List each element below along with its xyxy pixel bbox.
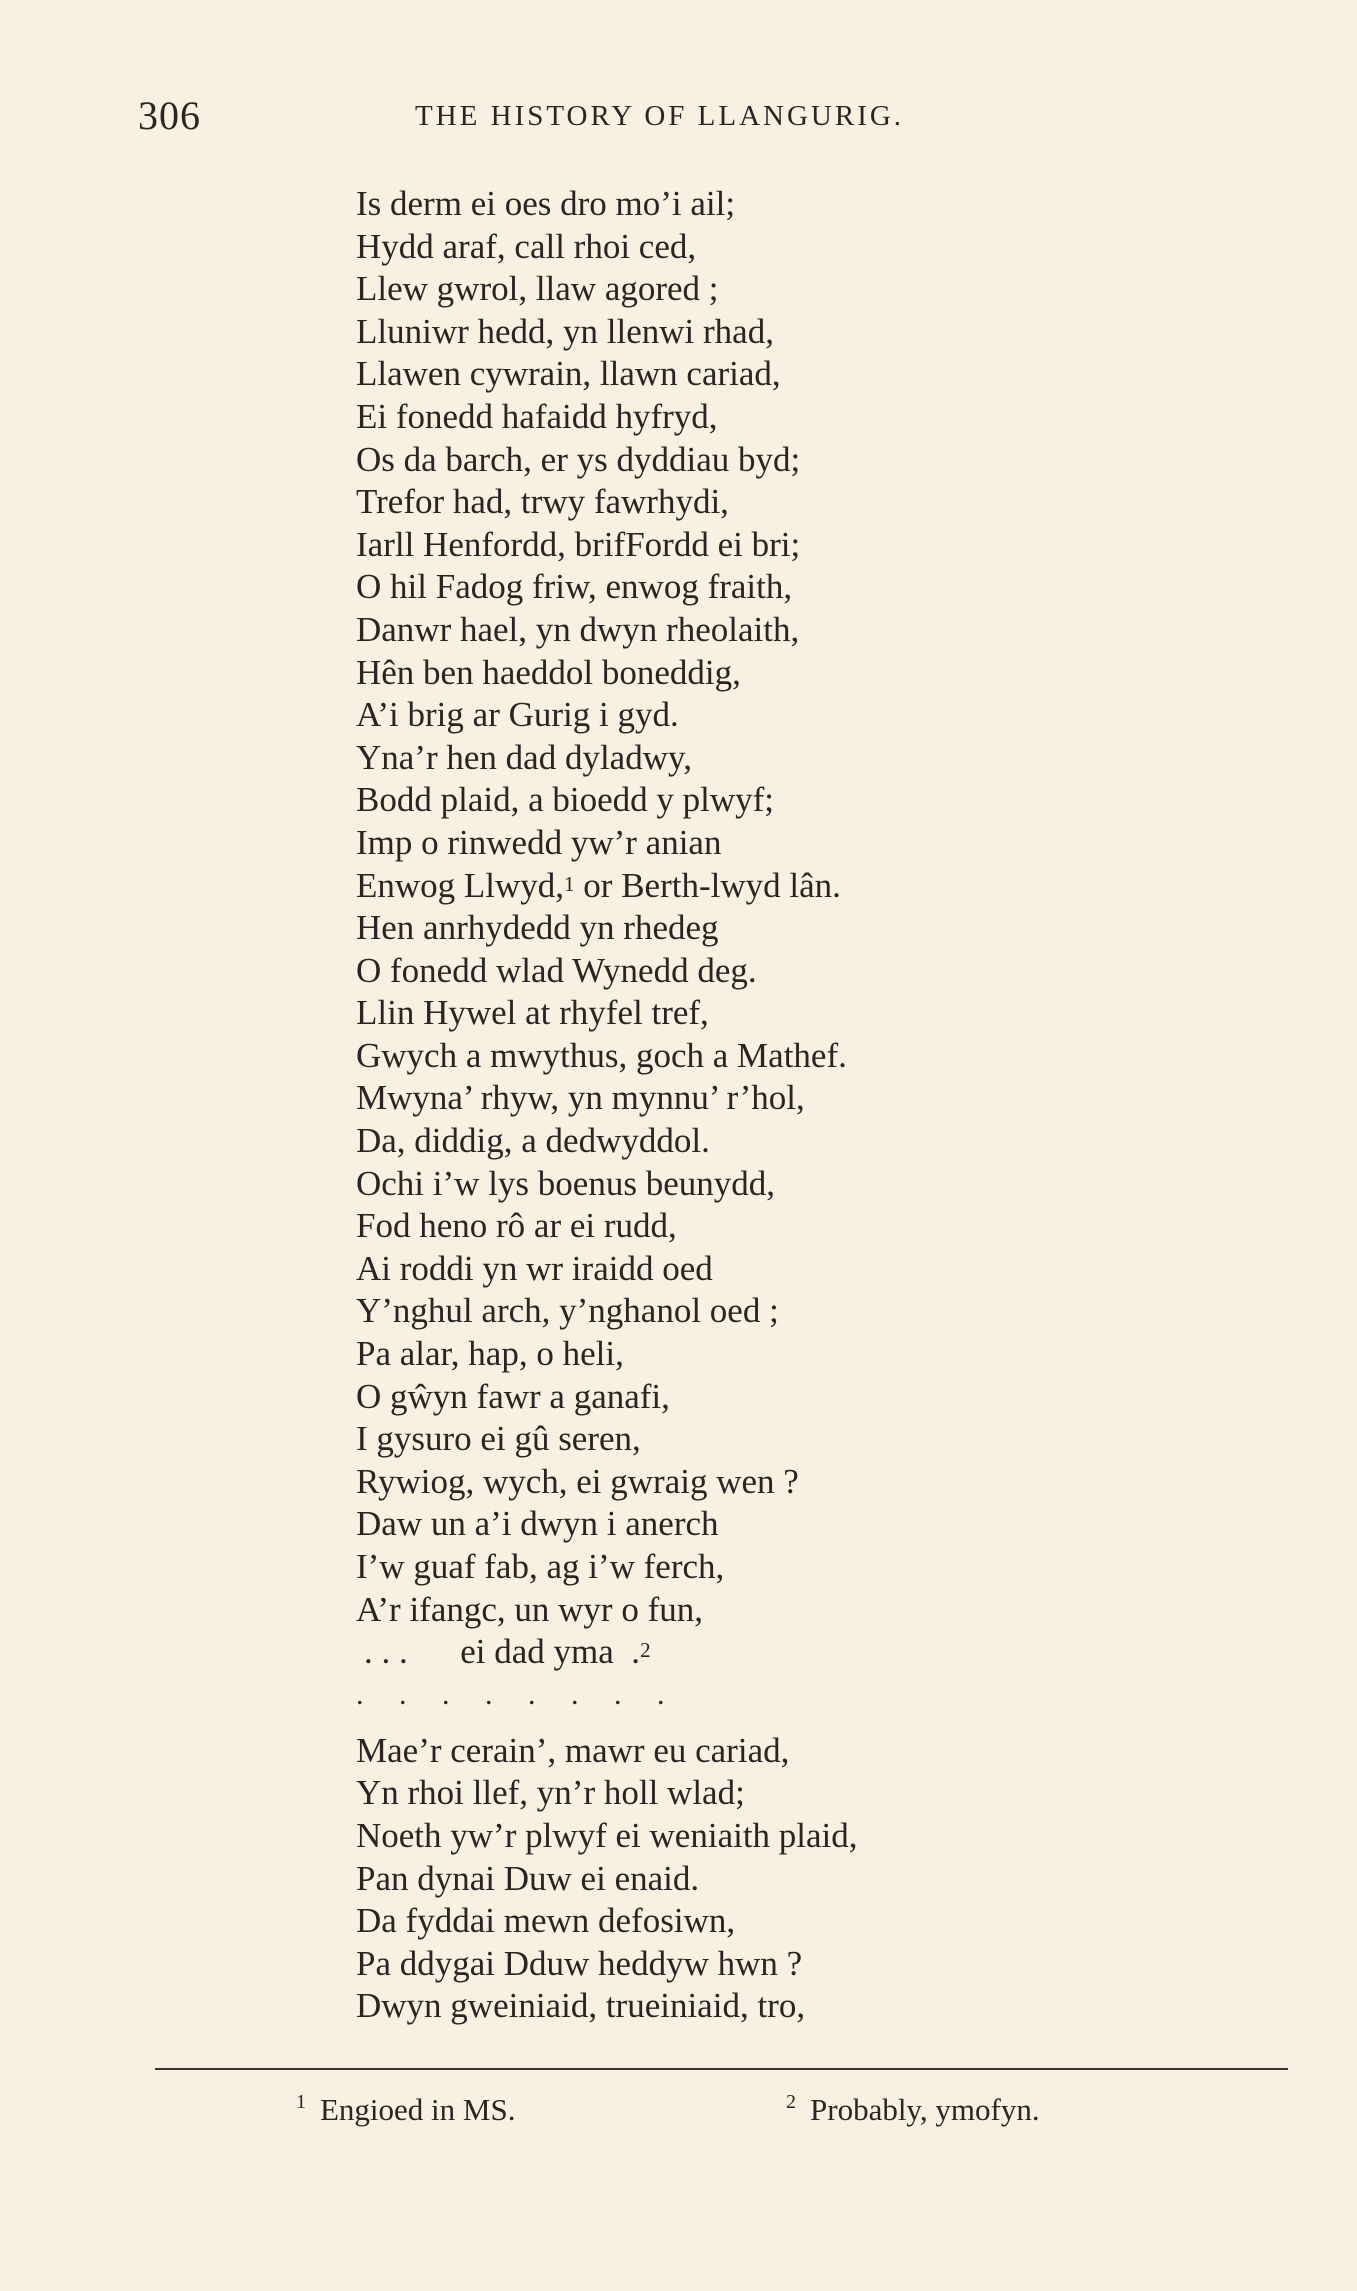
poem-line: O hil Fadog friw, enwog fraith, [356, 567, 793, 607]
poem-line: Iarll Henfordd, brifFordd ei bri; [356, 524, 801, 564]
stanza-gap [356, 1716, 1116, 1730]
page-number: 306 [138, 93, 201, 138]
poem-line: Imp o rinwedd yw’r anian [356, 822, 722, 862]
poem-line: Daw un a’i dwyn i anerch [356, 1504, 719, 1544]
poem-line: O fonedd wlad Wynedd deg. [356, 950, 757, 990]
poem-line: Ochi i’w lys boenus beunydd, [356, 1163, 775, 1203]
poem-line: A’i brig ar Gurig i gyd. [356, 695, 679, 735]
poem-line: Ei fonedd hafaidd hyfryd, [356, 396, 718, 436]
poem-line: Da, diddig, a dedwyddol. [356, 1121, 710, 1161]
poem-line: Trefor had, trwy fawrhydi, [356, 482, 729, 522]
poem-line: Hen anrhydedd yn rhedeg [356, 908, 719, 948]
footnotes [0, 2092, 1357, 2142]
poem-line: Bodd plaid, a bioedd y plwyf; [356, 780, 775, 820]
poem-line: Hydd araf, call rhoi ced, [356, 226, 697, 266]
poem-line: Gwych a mwythus, goch a Mathef. [356, 1035, 847, 1075]
omission-dots: . . . . . . . . [356, 1677, 679, 1711]
poem-stanza [356, 1730, 1116, 2028]
footnote-1: $^1$ Engioed in MS. [296, 2091, 516, 2127]
poem-line-omission: . . . ei dad yma .$^2$ [364, 1632, 651, 1672]
poem-line: Fod heno rô ar ei rudd, [356, 1206, 677, 1246]
poem-line: O gŵyn fawr a ganafi, [356, 1376, 670, 1416]
poem-line: Lluniwr hedd, yn llenwi rhad, [356, 311, 774, 351]
footnote-reference[interactable]: 1 [564, 871, 575, 896]
poem-text [356, 183, 1116, 2028]
poem-line: Danwr hael, yn dwyn rheolaith, [356, 609, 800, 649]
footnote-2: $^2$ Probably, ymofyn. [786, 2091, 1040, 2127]
poem-line: Is derm ei oes dro mo’i ail; [356, 184, 736, 223]
poem-line: Pa ddygai Dduw heddyw hwn ? [356, 1943, 803, 1983]
poem-line: Llew gwrol, llaw agored ; [356, 269, 719, 309]
poem-line: Llawen cywrain, llawn cariad, [356, 354, 781, 394]
poem-line: I’w guaf fab, ag i’w ferch, [356, 1547, 725, 1586]
poem-line: I gysuro ei gû seren, [356, 1419, 641, 1459]
poem-line: A’r ifangc, un wyr o fun, [356, 1589, 703, 1629]
footnote-reference[interactable]: 2 [640, 1638, 651, 1663]
footnote-divider [155, 2068, 1288, 2070]
poem-line: Y’nghul arch, y’nghanol oed ; [356, 1291, 779, 1331]
poem-stanza [356, 183, 1116, 865]
poem-line: Pa alar, hap, o heli, [356, 1334, 624, 1374]
poem-line: Mwyna’ rhyw, yn mynnu’ r’hol, [356, 1078, 805, 1118]
poem-line: Yn rhoi llef, yn’r holl wlad; [356, 1773, 745, 1813]
poem-line: Hên ben haeddol boneddig, [356, 652, 741, 692]
poem-stanza [356, 907, 1116, 1631]
poem-line: Enwog Llwyd,$^1$ or Berth-lwyd lân. [356, 865, 841, 905]
page-header [0, 92, 1357, 148]
poem-line: Dwyn gweiniaid, trueiniaid, tro, [356, 1986, 806, 2026]
poem-line: Yna’r hen dad dyladwy, [356, 737, 692, 777]
poem-line: Mae’r cerain’, mawr eu cariad, [356, 1730, 790, 1770]
poem-line: Pan dynai Duw ei enaid. [356, 1858, 700, 1898]
poem-line: Da fyddai mewn defosiwn, [356, 1901, 736, 1941]
poem-line: Llin Hywel at rhyfel tref, [356, 993, 709, 1033]
poem-line: Ai roddi yn wr iraidd oed [356, 1248, 713, 1288]
poem-line: Rywiog, wych, ei gwraig wen ? [356, 1461, 799, 1501]
poem-line: Os da barch, er ys dyddiau byd; [356, 439, 801, 479]
running-title: THE HISTORY OF LLANGURIG. [415, 100, 905, 132]
poem-line: Noeth yw’r plwyf ei weniaith plaid, [356, 1815, 858, 1855]
